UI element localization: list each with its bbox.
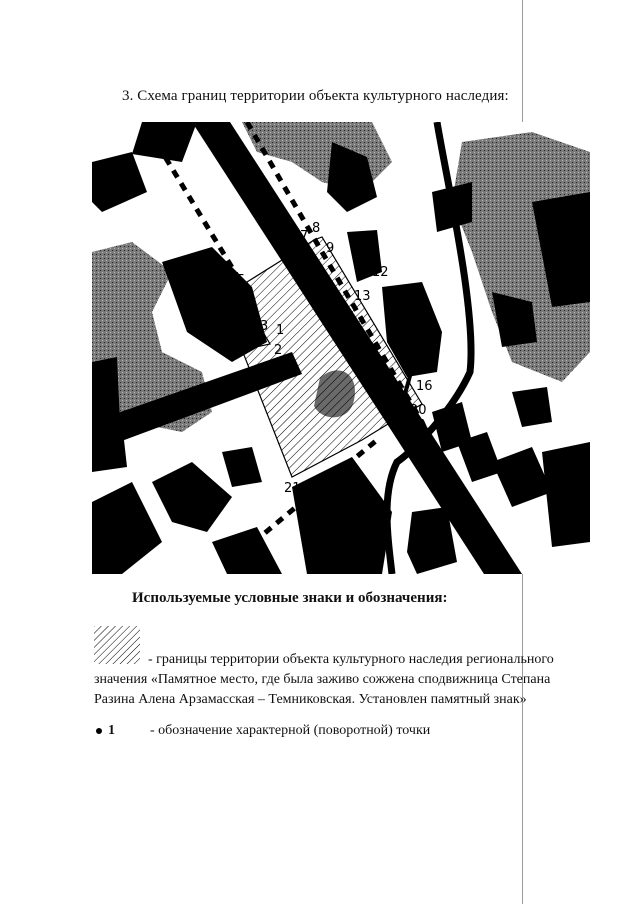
map-svg (92, 122, 590, 574)
heritage-territory (242, 237, 422, 477)
building (222, 447, 262, 487)
page-title: 3. Схема границ территории объекта культурного наследия: (122, 88, 509, 104)
building (132, 122, 197, 162)
point-label: 3 (260, 319, 269, 334)
point-label: 6 (282, 237, 291, 252)
point-label: 16 (416, 379, 433, 394)
building (512, 387, 552, 427)
building (542, 442, 590, 547)
point-label: 5 (237, 273, 246, 288)
point-marker-icon (96, 728, 102, 734)
building (152, 462, 232, 532)
boundary-map (92, 122, 590, 574)
point-label: 1 (276, 323, 285, 338)
legend-boundary-description (94, 650, 594, 710)
legend-title: Используемые условные знаки и обозначения: (132, 590, 448, 606)
legend-boundary-text: - границы территории объекта культурного наследия регионального значения «Памятное место, где была заживо сожжена сподвижница Степана Разина Алена Арзамасская – Темниковская. Установлен памятный знак» (94, 652, 554, 707)
point-label: 8 (312, 221, 321, 236)
point-label: 21 (284, 481, 301, 496)
building (92, 152, 147, 212)
legend-point-number: 1 (108, 723, 115, 738)
point-label: 12 (372, 265, 389, 280)
building (92, 482, 162, 574)
legend-point-text: - обозначение характерной (поворотной) точки (150, 723, 431, 738)
point-label: 13 (354, 289, 371, 304)
legend-point-row (96, 723, 430, 739)
point-label: 20 (410, 403, 427, 418)
point-label: 9 (326, 241, 335, 256)
point-label: 7 (300, 229, 309, 244)
point-label: 2 (274, 343, 283, 358)
building (162, 247, 267, 362)
building (292, 457, 392, 574)
